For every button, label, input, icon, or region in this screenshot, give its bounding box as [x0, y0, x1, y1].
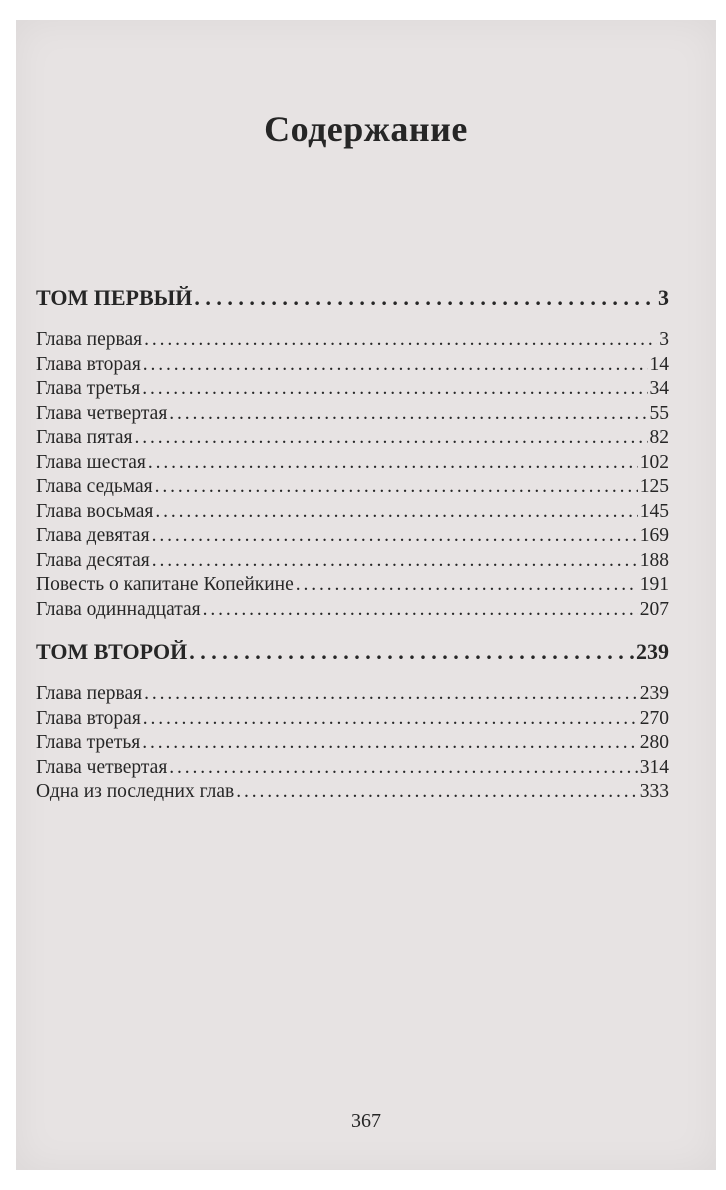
chapter-page: 314 — [639, 756, 669, 778]
chapter-page: 125 — [639, 476, 669, 497]
table-of-contents — [36, 282, 669, 805]
toc-entry — [36, 500, 669, 525]
chapter-title: Глава десятая — [36, 549, 150, 571]
toc-entry — [36, 756, 669, 781]
chapter-page: 188 — [639, 549, 669, 571]
chapter-title: Глава одиннадцатая — [36, 598, 201, 620]
dot-leader — [144, 328, 657, 353]
chapter-page: 14 — [649, 353, 669, 375]
dot-leader — [152, 549, 638, 574]
chapter-title: Глава первая — [36, 683, 143, 704]
chapter-title: Повесть о капитане Копейкине — [36, 574, 294, 595]
toc-entry — [36, 573, 669, 598]
chapter-page: 34 — [649, 378, 669, 399]
chapter-title: Глава четвертая — [36, 402, 168, 424]
chapter-page: 191 — [639, 574, 669, 595]
chapter-title: Глава седьмая — [36, 476, 153, 497]
chapter-page: 3 — [659, 329, 669, 350]
volume-title: ТОМ ПЕРВЫЙ — [36, 285, 193, 310]
chapter-page: 280 — [639, 732, 669, 753]
dot-leader — [169, 402, 647, 427]
toc-entry — [36, 524, 669, 549]
toc-entry — [36, 682, 669, 707]
chapter-title: Глава восьмая — [36, 500, 154, 522]
dot-leader — [144, 682, 638, 707]
chapter-list — [36, 682, 669, 805]
dot-leader — [203, 598, 638, 623]
volume-heading — [36, 282, 669, 314]
dot-leader — [155, 500, 637, 525]
volume-title: ТОМ ВТОРОЙ — [36, 639, 188, 664]
chapter-title: Глава вторая — [36, 353, 141, 375]
volume-page: 239 — [636, 639, 669, 664]
chapter-page: 55 — [649, 402, 669, 424]
dot-leader — [189, 636, 634, 668]
chapter-title: Глава вторая — [36, 707, 141, 729]
toc-entry — [36, 707, 669, 732]
chapter-page: 169 — [639, 525, 669, 546]
dot-leader — [142, 377, 647, 402]
dot-leader — [296, 573, 638, 598]
chapter-page: 333 — [639, 781, 669, 802]
page-number: 367 — [351, 1110, 381, 1132]
toc-entry — [36, 780, 669, 805]
chapter-page: 207 — [639, 598, 669, 620]
toc-entry — [36, 598, 669, 623]
chapter-page: 102 — [639, 451, 669, 473]
toc-entry — [36, 475, 669, 500]
dot-leader — [194, 282, 656, 314]
chapter-title: Глава четвертая — [36, 756, 168, 778]
toc-entry — [36, 731, 669, 756]
toc-entry — [36, 353, 669, 378]
chapter-page: 82 — [649, 427, 669, 448]
chapter-title: Глава третья — [36, 732, 141, 753]
chapter-page: 270 — [639, 707, 669, 729]
dot-leader — [143, 353, 648, 378]
toc-entry — [36, 426, 669, 451]
volume-page: 3 — [658, 285, 669, 310]
chapter-title: Глава третья — [36, 378, 141, 399]
toc-entry — [36, 451, 669, 476]
toc-title: Содержание — [264, 109, 468, 149]
dot-leader — [142, 731, 638, 756]
toc-entry — [36, 328, 669, 353]
chapter-title: Глава первая — [36, 329, 143, 350]
chapter-title: Глава девятая — [36, 525, 150, 546]
chapter-page: 239 — [639, 683, 669, 704]
dot-leader — [143, 707, 638, 732]
chapter-list — [36, 328, 669, 622]
dot-leader — [169, 756, 637, 781]
chapter-title: Одна из последних глав — [36, 781, 235, 802]
dot-leader — [155, 475, 638, 500]
volume-heading — [36, 636, 669, 668]
dot-leader — [134, 426, 647, 451]
toc-entry — [36, 549, 669, 574]
chapter-title: Глава шестая — [36, 451, 146, 473]
chapter-page: 145 — [639, 500, 669, 522]
book-page — [16, 20, 716, 1170]
dot-leader — [148, 451, 638, 476]
chapter-title: Глава пятая — [36, 427, 133, 448]
dot-leader — [236, 780, 638, 805]
toc-entry — [36, 377, 669, 402]
toc-entry — [36, 402, 669, 427]
dot-leader — [152, 524, 638, 549]
